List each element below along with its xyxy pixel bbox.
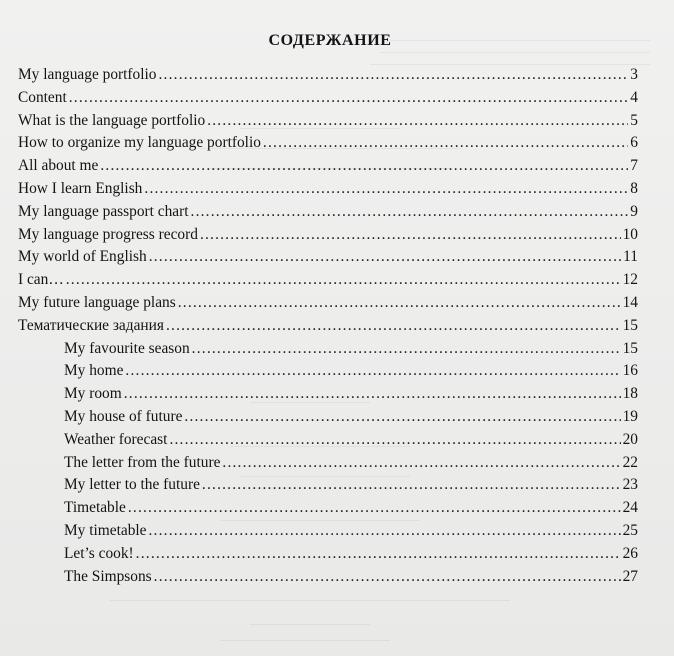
dot-leader bbox=[169, 431, 620, 449]
toc-entry-label: How to organize my language portfolio bbox=[18, 134, 261, 152]
toc-sub-entry bbox=[18, 340, 638, 363]
toc-sub-entry-page: 25 bbox=[622, 521, 638, 539]
toc-sub-entry-label: My timetable bbox=[64, 521, 147, 539]
toc-sub-entry bbox=[18, 545, 638, 568]
toc-entry-page: 12 bbox=[622, 271, 638, 289]
toc-sub-entry-label: Timetable bbox=[64, 499, 126, 517]
toc-entry-label: My world of English bbox=[18, 248, 147, 266]
dot-leader bbox=[166, 317, 621, 335]
dot-leader bbox=[222, 454, 620, 472]
toc-sub-entry-page: 15 bbox=[622, 339, 638, 357]
dot-leader bbox=[100, 157, 628, 175]
toc-sub-entry-label: The Simpsons bbox=[64, 567, 152, 585]
toc-sub-entry-label: The letter from the future bbox=[64, 453, 221, 471]
toc-entry-label: How I learn English bbox=[18, 179, 143, 197]
dot-leader bbox=[159, 66, 629, 84]
toc-entry-page: 6 bbox=[630, 134, 638, 152]
toc-entry bbox=[18, 294, 638, 317]
dot-leader bbox=[149, 248, 621, 266]
toc-entry bbox=[18, 203, 638, 226]
toc-sub-entry-label: Let’s cook! bbox=[64, 544, 134, 562]
toc-entry bbox=[18, 157, 638, 180]
dot-leader bbox=[125, 362, 620, 380]
toc-entry-label: My language portfolio bbox=[18, 66, 157, 83]
toc-entry bbox=[18, 317, 638, 340]
toc-sub-entry-label: My house of future bbox=[64, 407, 183, 425]
dot-leader bbox=[178, 294, 621, 312]
dot-leader bbox=[263, 134, 628, 152]
dot-leader bbox=[128, 499, 621, 517]
table-of-contents bbox=[18, 66, 638, 590]
dot-leader bbox=[154, 568, 621, 586]
toc-entry bbox=[18, 66, 638, 89]
dot-leader bbox=[124, 385, 621, 403]
toc-sub-entry-label: Weather forecast bbox=[64, 430, 168, 448]
toc-sub-entry-label: My home bbox=[64, 362, 124, 380]
dot-leader bbox=[202, 476, 621, 494]
dot-leader bbox=[66, 271, 621, 289]
toc-sub-entry bbox=[18, 568, 638, 591]
toc-entry-label: What is the language portfolio bbox=[18, 111, 206, 129]
toc-entry-page: 5 bbox=[630, 111, 638, 129]
toc-sub-entry-label: My favourite season bbox=[64, 339, 190, 357]
toc-entry-label: My language progress record bbox=[18, 225, 198, 243]
toc-sub-entry bbox=[18, 476, 638, 499]
toc-entry-label: Тематические задания bbox=[18, 316, 164, 334]
toc-entry bbox=[18, 180, 638, 203]
toc-sub-entry-label: My room bbox=[64, 385, 122, 403]
dot-leader bbox=[207, 112, 628, 130]
toc-entry-label: My language passport chart bbox=[18, 202, 189, 220]
toc-entry bbox=[18, 112, 638, 135]
toc-entry bbox=[18, 271, 638, 294]
toc-sub-entry-page: 24 bbox=[622, 499, 638, 517]
dot-leader bbox=[200, 226, 621, 244]
toc-sub-entry-page: 27 bbox=[622, 567, 638, 585]
toc-entry-page: 15 bbox=[622, 316, 638, 334]
toc-entry bbox=[18, 226, 638, 249]
toc-sub-entry-page: 23 bbox=[622, 476, 638, 494]
toc-sub-entry-page: 26 bbox=[622, 544, 638, 562]
dot-leader bbox=[144, 180, 628, 198]
dot-leader bbox=[69, 89, 629, 107]
toc-sub-entry-page: 18 bbox=[622, 385, 638, 403]
toc-sub-entry-page: 22 bbox=[622, 453, 638, 471]
toc-entry-label: I can… bbox=[18, 271, 64, 289]
toc-entry-page: 10 bbox=[622, 225, 638, 243]
toc-entry-page: 8 bbox=[630, 179, 638, 197]
toc-entry bbox=[18, 89, 638, 112]
toc-sub-entry bbox=[18, 408, 638, 431]
dot-leader bbox=[191, 203, 629, 221]
toc-sub-entry bbox=[18, 499, 638, 522]
dot-leader bbox=[184, 408, 620, 426]
page-title: СОДЕРЖАНИЕ bbox=[268, 32, 392, 49]
toc-entry-page: 11 bbox=[623, 248, 638, 266]
toc-entry-label: My future language plans bbox=[18, 293, 176, 311]
toc-entry-page: 4 bbox=[630, 88, 638, 106]
dot-leader bbox=[136, 545, 621, 563]
toc-sub-entry-page: 16 bbox=[622, 362, 638, 380]
toc-sub-entry bbox=[18, 431, 638, 454]
toc-sub-entry-page: 20 bbox=[622, 430, 638, 448]
dot-leader bbox=[192, 340, 621, 358]
toc-sub-entry bbox=[18, 454, 638, 477]
toc-entry-page: 3 bbox=[630, 66, 638, 83]
toc-entry-page: 14 bbox=[622, 293, 638, 311]
toc-sub-entry bbox=[18, 362, 638, 385]
toc-entry bbox=[18, 248, 638, 271]
toc-entry-page: 9 bbox=[630, 202, 638, 220]
toc-sub-entry bbox=[18, 385, 638, 408]
toc-entry-page: 7 bbox=[630, 157, 638, 175]
dot-leader bbox=[149, 522, 621, 540]
toc-entry-label: Content bbox=[18, 88, 67, 106]
toc-entry bbox=[18, 134, 638, 157]
toc-sub-entry-label: My letter to the future bbox=[64, 476, 200, 494]
toc-sub-entry-page: 19 bbox=[622, 407, 638, 425]
toc-sub-entry bbox=[18, 522, 638, 545]
toc-entry-label: All about me bbox=[18, 157, 99, 175]
